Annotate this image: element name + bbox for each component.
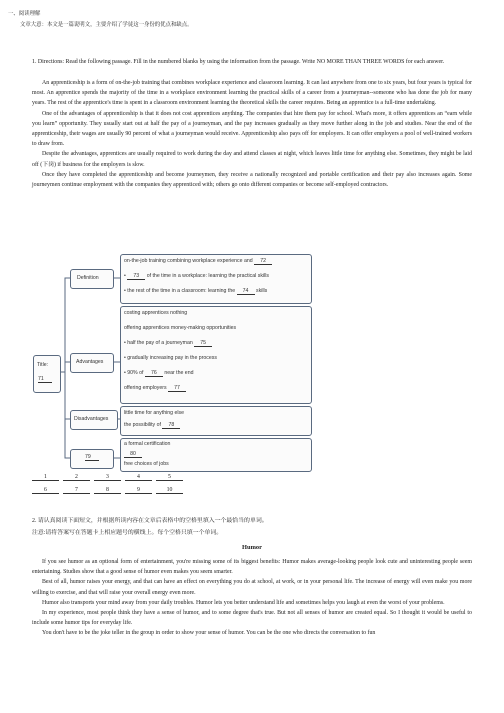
- passage2-para: In my experience, most people think they have a sense of humor, and to some degree that's true. But not all senses of humor are created equal. So I thought it would be useful to include some humor tips for everyday life.: [32, 610, 472, 627]
- blank-74[interactable]: 74: [237, 288, 255, 295]
- passage2: [32, 557, 472, 639]
- advantage-line: offering apprentices money-making opportunities: [124, 325, 237, 331]
- blank-71[interactable]: 71: [38, 376, 52, 383]
- q1-directions: 1. Directions: Read the following passage. Fill in the numbered blanks by using the information from the passage. Write NO MORE THAN THREE WORDS for each answer.: [32, 59, 445, 65]
- disadvantage-line: little time for anything else: [124, 410, 184, 416]
- benefit-after-box: [70, 449, 114, 469]
- advantages-box: [70, 353, 114, 373]
- advantage-line: • 90% of 76 near the end: [124, 370, 194, 376]
- advantages-details: [120, 306, 312, 404]
- answer-row-2: [32, 487, 187, 494]
- blank-77[interactable]: 77: [168, 385, 186, 392]
- q2-directions: 2. 请认真阅读下面短文，并根据所读内容在文章后表格中的空格里填入一个最恰当的单词。: [32, 518, 268, 524]
- answer-blank[interactable]: 3: [94, 474, 121, 481]
- passage2-para: You don't have to be the joke teller in the group in order to show your sense of humor. You can be the one who directs the conversation to fun: [42, 630, 376, 637]
- blank-76[interactable]: 76: [145, 370, 163, 377]
- definition-line: on-the-job training combining workplace experience and 72: [124, 258, 272, 265]
- answer-blank[interactable]: 8: [94, 487, 121, 494]
- passage1: [32, 78, 472, 190]
- advantage-line: • half the pay of a journeyman 75: [124, 340, 212, 347]
- advantage-line: • gradually increasing pay in the process: [124, 355, 217, 361]
- blank-75[interactable]: 75: [194, 340, 212, 347]
- answer-blank[interactable]: 2: [63, 474, 90, 481]
- disadvantages-details: [120, 406, 312, 436]
- answer-blank[interactable]: 10: [156, 487, 183, 494]
- passage2-para: Humor also transports your mind away from your daily troubles. Humor lets you better understand life and sometimes helps you laugh at even the worst of your problems.: [42, 599, 445, 606]
- q2-note: 注意:请将答案写在答题卡上相应题号的横线上。每个空格只填一个单词。: [32, 530, 223, 536]
- disadvantages-box: [70, 410, 118, 430]
- definition-label: Definition: [77, 275, 99, 281]
- answer-blank[interactable]: 5: [156, 474, 183, 481]
- title-label: Title:: [37, 362, 49, 368]
- title-box: [33, 355, 61, 393]
- passage2-para: If you see humor as an optional form of entertainment, you're missing some of its biggest benefits: Humor makes average-looking people look cute and uninteresting people seem entertaining. Studies show that a good sense of humor even makes you seem smarter.: [32, 559, 472, 576]
- answer-blank[interactable]: 4: [125, 474, 152, 481]
- passage2-title: Humor: [242, 544, 262, 551]
- passage1-para: One of the advantages of apprenticeship is that it does not cost apprentices anything. The companies that hire them pay for school. What's more, it offers apprentices an “earn while you learn” opportunity. They usually start out at half the pay of a journeyman, and the pay increases gradually as they move further along in the job and studies. Near the end of the apprenticeship, their wages are usually 90 percent of what a journeyman would receive. Apprenticeship also pays off for employers. It can offer employers a pool of well-trained workers to draw from.: [32, 110, 472, 148]
- blank-73[interactable]: 73: [127, 273, 145, 280]
- answer-blank[interactable]: 1: [32, 474, 59, 481]
- benefit-line: a formal certification: [124, 441, 171, 447]
- blank-80[interactable]: 80: [124, 451, 142, 458]
- disadvantage-line: the possibility of 78: [124, 422, 180, 429]
- blank-78[interactable]: 78: [162, 422, 180, 429]
- definition-details: [120, 254, 312, 304]
- passage1-para: Once they have completed the apprenticeship and become journeymen, they receive a nationally recognized and portable certification and their pay also increases again. Some journeymen continue employment with the companies they apprenticed with; others go onto different companies or become self-employed contractors.: [32, 171, 472, 189]
- passage1-para: Despite the advantages, apprentices are usually required to work during the day and attend classes at night, which leaves little time for anything else. Sometimes, they might be laid off (下岗) if business for the employers is slow.: [32, 151, 472, 168]
- advantage-line: costing apprentices nothing: [124, 310, 188, 316]
- benefit-line: free choices of jobs: [124, 461, 169, 467]
- answer-blank[interactable]: 6: [32, 487, 59, 494]
- benefit-line: [124, 451, 142, 458]
- answer-blank[interactable]: 9: [125, 487, 152, 494]
- blank-72[interactable]: 72: [254, 258, 272, 265]
- answer-row-1: [32, 474, 187, 481]
- definition-line: • the rest of the time in a classroom: learning the 74 skills: [124, 288, 268, 294]
- blank-79[interactable]: 79: [85, 454, 99, 461]
- benefit-after-details: [120, 438, 312, 472]
- mind-map: [30, 252, 320, 472]
- definition-box: [70, 269, 114, 289]
- advantages-label: Advantages: [76, 359, 104, 365]
- disadvantages-label: Disadvantages: [74, 416, 109, 422]
- intro-summary: 文章大意：本文是一篇说明文，主要介绍了学徒这一身份的优点和缺点。: [20, 22, 193, 28]
- answer-blank[interactable]: 7: [63, 487, 90, 494]
- advantage-line: offering employers 77: [124, 385, 186, 392]
- passage2-para: Best of all, humor raises your energy, and that can have an effect on everything you do at school, at work, or in your personal life. The increase of energy will even make you more willing to exercise, and that will raise your overall energy even more.: [32, 579, 472, 596]
- passage1-para: An apprenticeship is a form of on-the-job training that combines workplace experience and classroom learning. It can last anywhere from one to six years, but four years is typical for most. An apprentice spends the majority of the time in a workplace environment learning the practical skills of a career from a journeyman--someone who has done the job for many years. The rest of the apprentice's time is spent in a classroom environment learning the theoretical skills the career requires. Being an apprentice is a full-time undertaking.: [32, 80, 472, 107]
- section-title: 一、阅读理解: [8, 11, 41, 17]
- definition-line: • 73 of the time in a workplace: learning the practical skills: [124, 273, 269, 279]
